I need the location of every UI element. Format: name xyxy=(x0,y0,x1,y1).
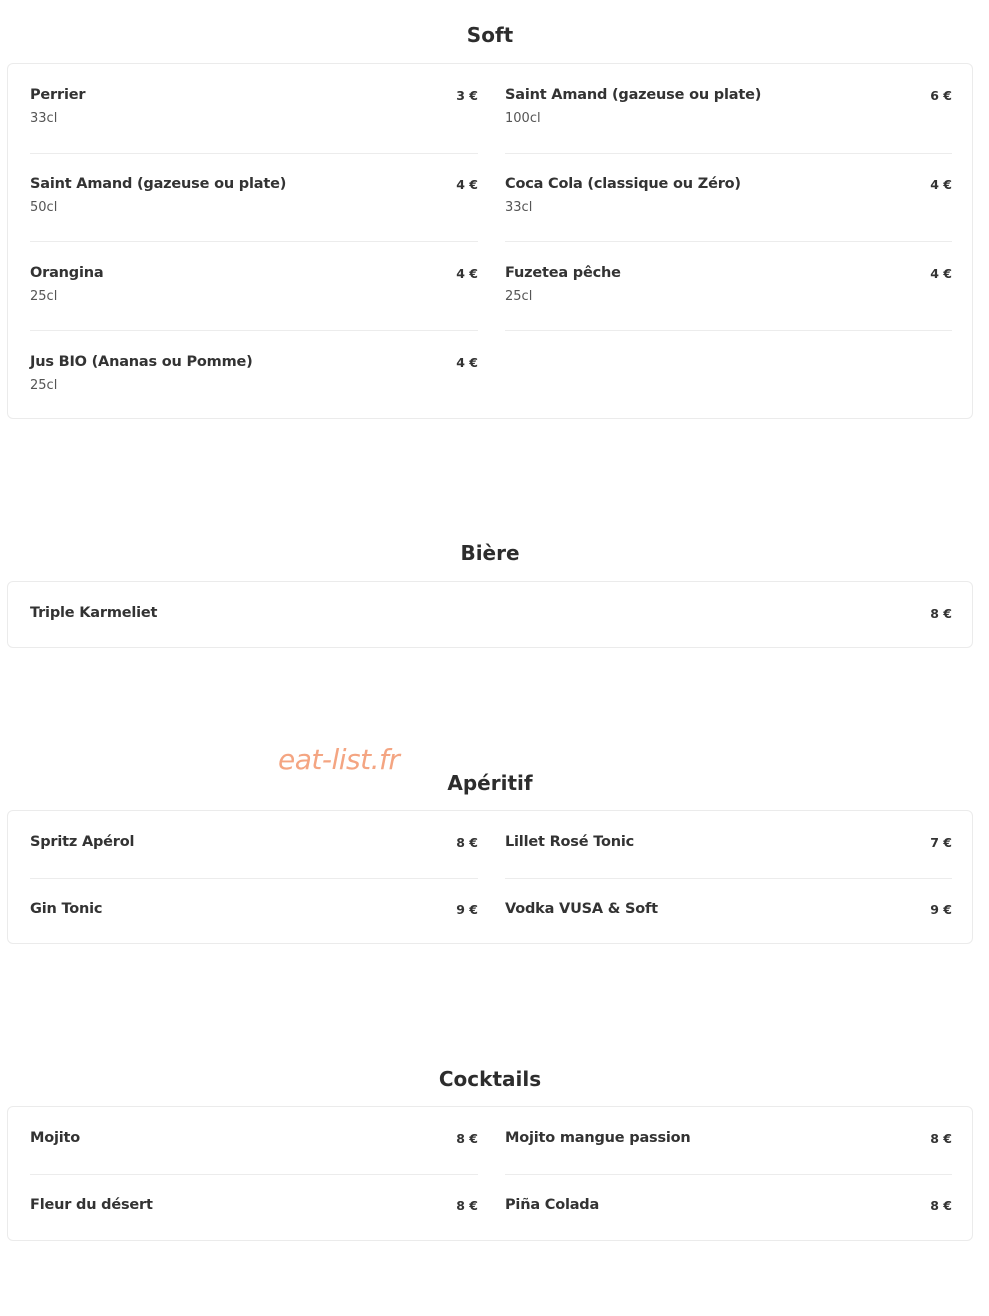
menu-item[interactable] xyxy=(30,834,478,856)
item-divider xyxy=(30,241,478,242)
item-description: 25cl xyxy=(505,289,533,304)
item-divider xyxy=(505,1174,952,1175)
item-divider xyxy=(30,330,478,331)
item-price: 8 € xyxy=(456,1131,478,1146)
item-description: 100cl xyxy=(505,111,541,126)
menu-item[interactable] xyxy=(505,265,952,305)
item-divider xyxy=(505,330,952,331)
menu-item[interactable] xyxy=(30,176,478,216)
item-description: 33cl xyxy=(30,111,58,126)
item-price: 7 € xyxy=(930,835,952,850)
item-description: 50cl xyxy=(30,200,58,215)
item-name: Coca Cola (classique ou Zéro) xyxy=(505,176,741,192)
item-name: Fuzetea pêche xyxy=(505,265,621,281)
item-price: 8 € xyxy=(930,1198,952,1213)
item-name: Lillet Rosé Tonic xyxy=(505,834,635,850)
section-title-cocktails: Cocktails xyxy=(438,1067,542,1091)
item-name: Mojito mangue passion xyxy=(505,1130,691,1146)
section-title-soft: Soft xyxy=(466,23,514,47)
menu-item[interactable] xyxy=(505,901,952,923)
item-name: Vodka VUSA & Soft xyxy=(505,901,658,917)
item-price: 3 € xyxy=(456,88,478,103)
item-divider xyxy=(30,1174,478,1175)
menu-item[interactable] xyxy=(30,901,478,923)
menu-card-cocktails xyxy=(7,1106,973,1241)
item-description: 25cl xyxy=(30,289,58,304)
item-name: Spritz Apérol xyxy=(30,834,135,850)
item-name: Jus BIO (Ananas ou Pomme) xyxy=(30,354,253,370)
item-price: 4 € xyxy=(456,355,478,370)
item-description: 25cl xyxy=(30,378,58,393)
item-name: Orangina xyxy=(30,265,104,281)
item-name: Mojito xyxy=(30,1130,81,1146)
item-divider xyxy=(505,241,952,242)
menu-card-soft xyxy=(7,63,973,419)
menu-item[interactable] xyxy=(30,265,478,305)
item-price: 6 € xyxy=(930,88,952,103)
menu-item[interactable] xyxy=(30,87,478,127)
section-title-aperitif: Apéritif xyxy=(447,771,533,795)
item-price: 8 € xyxy=(930,1131,952,1146)
item-divider xyxy=(505,878,952,879)
item-name: Saint Amand (gazeuse ou plate) xyxy=(30,176,287,192)
menu-card-biere xyxy=(7,581,973,648)
menu-item[interactable] xyxy=(505,87,952,127)
menu-item[interactable] xyxy=(30,354,478,394)
menu-item[interactable] xyxy=(505,176,952,216)
item-name: Saint Amand (gazeuse ou plate) xyxy=(505,87,762,103)
menu-item[interactable] xyxy=(505,1197,952,1219)
item-name: Fleur du désert xyxy=(30,1197,153,1213)
item-price: 9 € xyxy=(930,902,952,917)
item-price: 4 € xyxy=(930,177,952,192)
item-name: Gin Tonic xyxy=(30,901,103,917)
item-name: Perrier xyxy=(30,87,86,103)
item-price: 8 € xyxy=(930,606,952,621)
item-divider xyxy=(505,153,952,154)
menu-item[interactable] xyxy=(30,1197,478,1219)
item-name: Triple Karmeliet xyxy=(30,605,158,621)
item-price: 4 € xyxy=(456,266,478,281)
menu-item[interactable] xyxy=(30,1130,478,1152)
item-divider xyxy=(30,878,478,879)
menu-item[interactable] xyxy=(505,1130,952,1152)
watermark-text: eat-list.fr xyxy=(278,743,400,776)
item-divider xyxy=(30,153,478,154)
menu-item[interactable] xyxy=(505,834,952,856)
item-price: 4 € xyxy=(930,266,952,281)
item-price: 8 € xyxy=(456,1198,478,1213)
item-description: 33cl xyxy=(505,200,533,215)
item-price: 4 € xyxy=(456,177,478,192)
section-title-biere: Bière xyxy=(460,541,520,565)
menu-item[interactable] xyxy=(30,605,952,627)
item-price: 9 € xyxy=(456,902,478,917)
item-price: 8 € xyxy=(456,835,478,850)
menu-card-aperitif xyxy=(7,810,973,944)
item-name: Piña Colada xyxy=(505,1197,600,1213)
